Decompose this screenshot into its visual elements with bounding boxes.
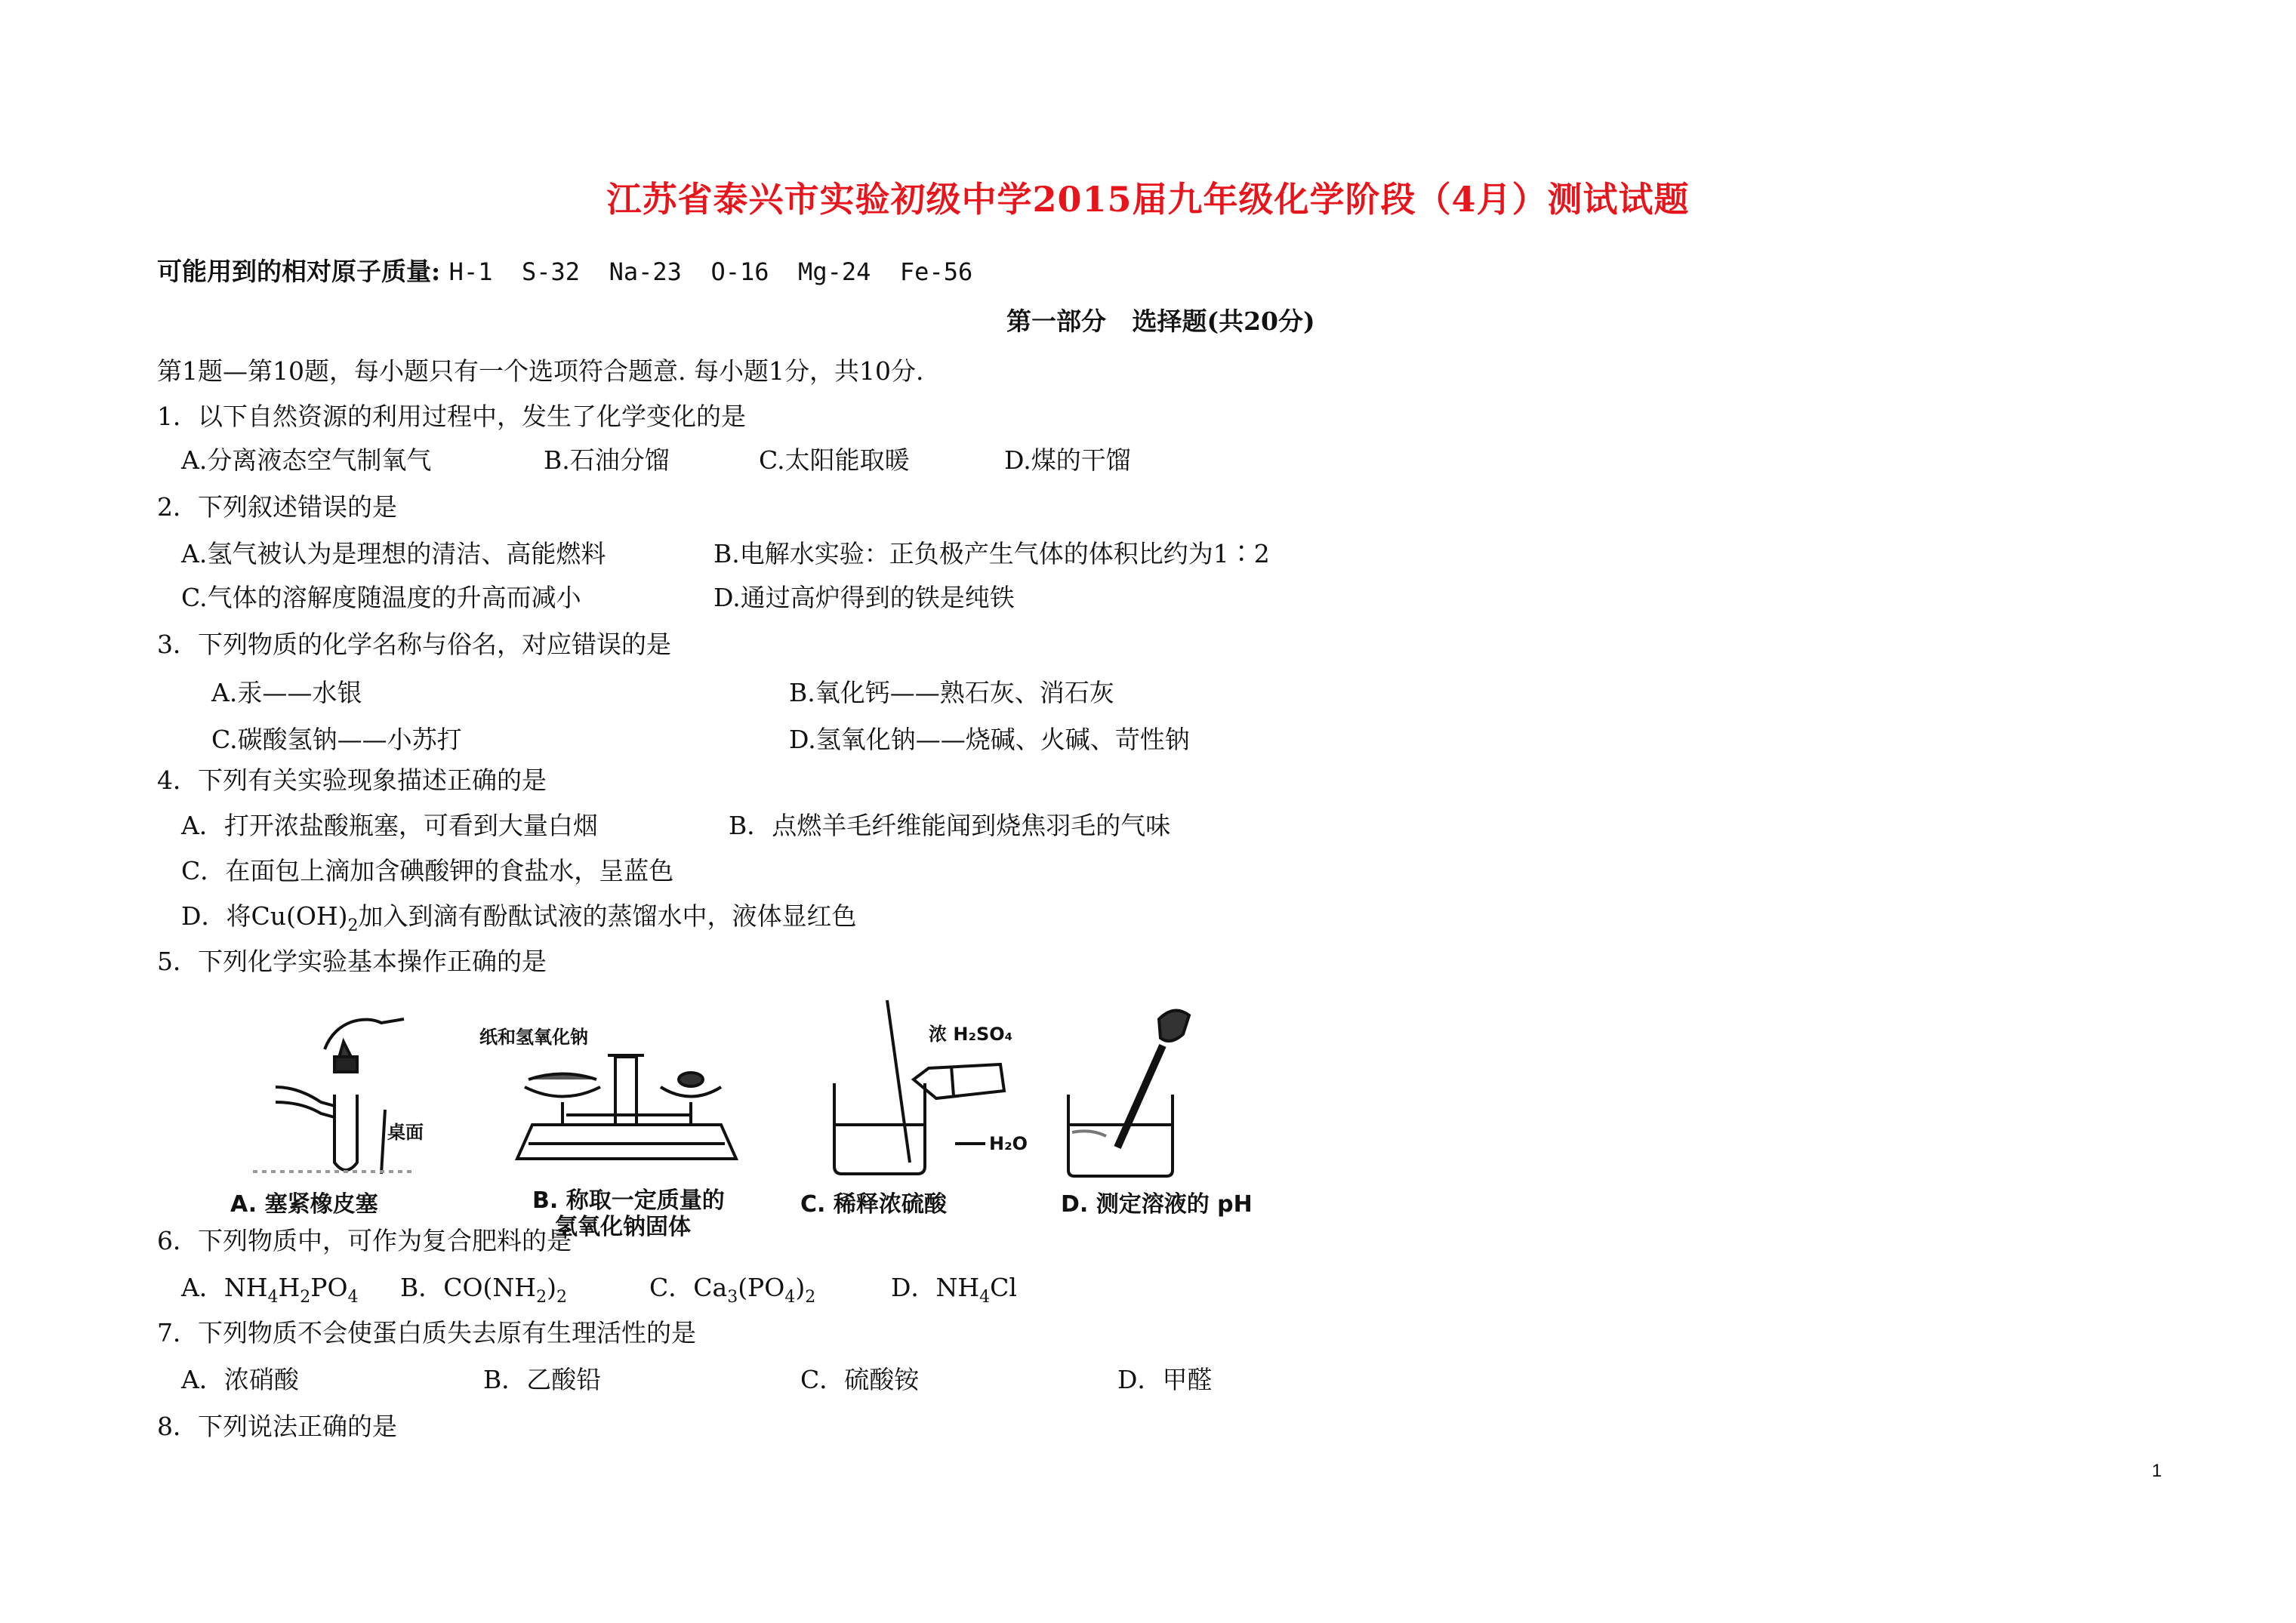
q3-option-b: B.氧化钙——熟石灰、消石灰 <box>789 678 1114 707</box>
atomic-mass-line <box>157 257 972 287</box>
question-5-stem: 5．下列化学实验基本操作正确的是 <box>157 947 547 976</box>
q4-option-d-prefix: D．将Cu(OH) <box>181 901 348 931</box>
figure-caption-c: C. 稀释浓硫酸 <box>800 1191 947 1218</box>
figure-b-balance <box>517 1055 736 1159</box>
q4-option-d-suffix: 加入到滴有酚酞试液的蒸馏水中，液体显红色 <box>358 901 857 931</box>
q1-option-a: A.分离液态空气制氧气 <box>181 445 432 475</box>
atomic-mass-label: 可能用到的相对原子质量: <box>157 257 449 286</box>
q6-option-b: B．$CO(NH_2)_2$ <box>400 1273 567 1307</box>
q2-option-a: A.氢气被认为是理想的清洁、高能燃料 <box>181 539 606 568</box>
question-6-options <box>181 1273 1017 1313</box>
q2-option-b: B.电解水实验：正负极产生气体的体积比约为1∶2 <box>713 539 1270 568</box>
q2-option-c: C.气体的溶解度随温度的升高而减小 <box>181 583 581 612</box>
q4-option-c: C．在面包上滴加含碘酸钾的食盐水，呈蓝色 <box>181 856 674 885</box>
question-7-options <box>181 1365 1213 1395</box>
q7-option-d: D．甲醛 <box>1117 1365 1213 1394</box>
figure-desk-label: 桌面 <box>387 1122 424 1143</box>
question-6-stem: 6．下列物质中，可作为复合肥料的是 <box>157 1226 572 1255</box>
q4-option-d-subscript: 2 <box>347 916 359 935</box>
q7-option-b: B．乙酸铅 <box>483 1365 602 1394</box>
q6-option-a: A．$NH_4H_2PO_4$ <box>181 1273 359 1307</box>
question-1-options <box>181 445 1131 476</box>
figure-d-ph-test <box>1068 1011 1189 1176</box>
figure-caption-b2: 氢氧化钠固体 <box>555 1214 691 1240</box>
q2-option-d: D.通过高炉得到的铁是纯铁 <box>713 583 1015 612</box>
question-1-stem: 1．以下自然资源的利用过程中，发生了化学变化的是 <box>157 402 746 431</box>
figure-water-label: H₂O <box>989 1133 1028 1154</box>
q3-option-d: D.氢氧化钠——烧碱、火碱、苛性钠 <box>789 725 1190 754</box>
question-8-stem: 8．下列说法正确的是 <box>157 1412 397 1441</box>
question-4-stem: 4．下列有关实验现象描述正确的是 <box>157 765 547 795</box>
q3-option-a: A.汞——水银 <box>211 678 362 707</box>
q4-option-b: B．点燃羊毛纤维能闻到烧焦羽毛的气味 <box>729 811 1171 840</box>
atomic-mass-values: H-1 S-32 Na-23 O-16 Mg-24 Fe-56 <box>448 257 973 286</box>
figure-caption-a: A. 塞紧橡皮塞 <box>230 1191 378 1218</box>
q7-option-a: A．浓硝酸 <box>181 1365 299 1394</box>
figure-acid-label: 浓 H₂SO₄ <box>929 1024 1013 1045</box>
q4-option-d <box>181 901 857 941</box>
q1-option-c: C.太阳能取暖 <box>759 445 910 475</box>
q1-option-b: B.石油分馏 <box>544 445 670 475</box>
question-7-stem: 7．下列物质不会使蛋白质失去原有生理活性的是 <box>157 1318 696 1347</box>
document-title: 江苏省泰兴市实验初级中学2015届九年级化学阶段（4月）测试试题 <box>606 179 1690 220</box>
q6-option-d: D．$NH_4Cl$ <box>891 1273 1017 1307</box>
q7-option-c: C．硫酸铵 <box>800 1365 920 1394</box>
figure-caption-d: D. 测定溶液的 pH <box>1061 1191 1253 1218</box>
question-3-stem: 3．下列物质的化学名称与俗名，对应错误的是 <box>157 630 671 659</box>
question-2-stem: 2．下列叙述错误的是 <box>157 492 397 522</box>
section-instructions: 第1题—第10题，每小题只有一个选项符合题意. 每小题1分，共10分. <box>157 356 924 386</box>
q6-option-c: C．$Ca_3(PO_4)_2$ <box>649 1273 816 1307</box>
figure-naoh-paper-label: 纸和氢氧化钠 <box>479 1027 588 1048</box>
lab-operations-figure <box>230 974 1287 1240</box>
section-heading: 第一部分 选择题(共20分) <box>1006 306 1315 336</box>
page-number: 1 <box>2152 1461 2162 1481</box>
q1-option-d: D.煤的干馏 <box>1004 445 1131 475</box>
q4-option-a: A．打开浓盐酸瓶塞，可看到大量白烟 <box>181 811 598 840</box>
figure-a-stopper-test-tube <box>253 1019 411 1174</box>
figure-caption-b1: B. 称取一定质量的 <box>532 1187 725 1214</box>
q3-option-c: C.碳酸氢钠——小苏打 <box>211 725 462 754</box>
